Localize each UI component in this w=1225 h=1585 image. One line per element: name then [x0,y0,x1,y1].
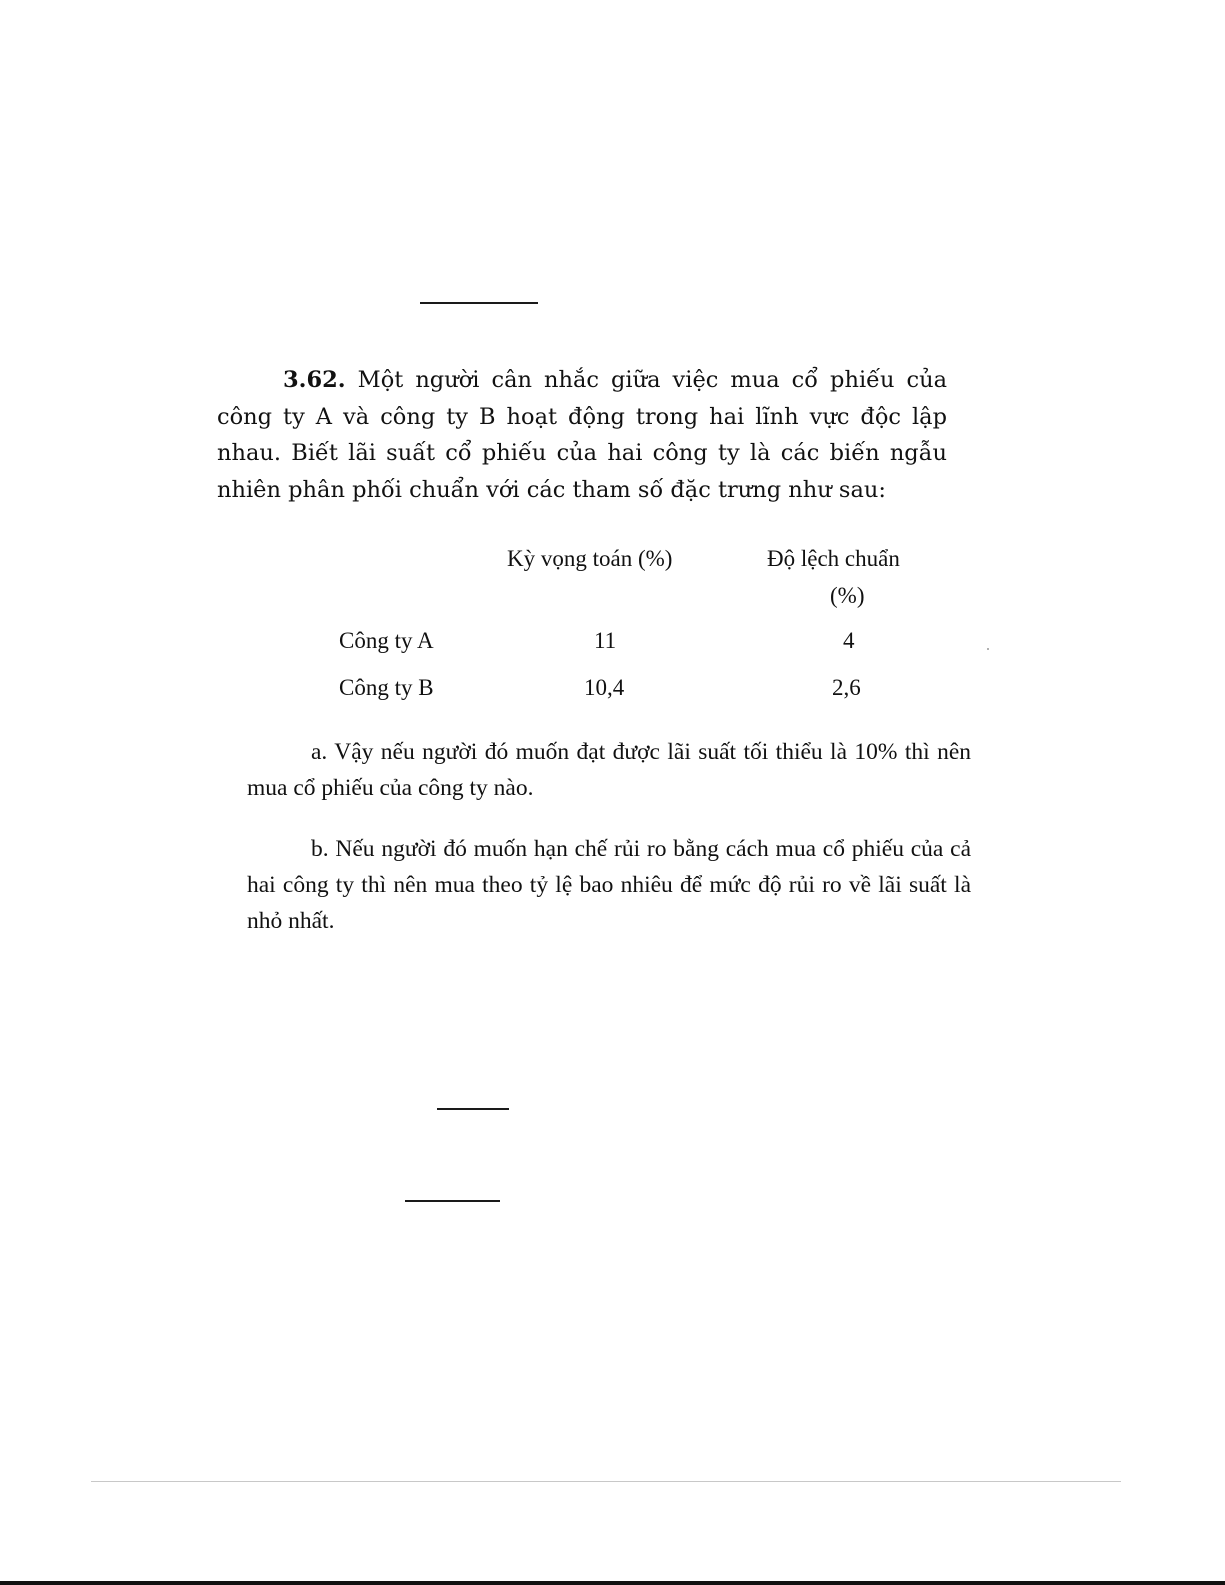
question-part-a-text: a. Vậy nếu người đó muốn đạt được lãi suất tối thiểu là 10% thì nên mua cổ phiếu của công ty nào. [247,739,971,801]
row-company-b-label: Công ty B [339,675,434,700]
row-company-a-std: 4 [843,628,855,653]
divider-line-top [420,302,538,304]
row-company-b-std: 2,6 [832,675,861,700]
page-bottom-edge [0,1581,1225,1585]
footer-divider [91,1481,1121,1482]
problem-statement [217,362,947,508]
question-part-a [247,734,971,806]
header-standard-deviation-unit: (%) [830,583,865,608]
question-part-b-text: b. Nếu người đó muốn hạn chế rủi ro bằng cách mua cổ phiếu của cả hai công ty thì nên mua theo tỷ lệ bao nhiêu để mức độ rủi ro về lãi suất là nhỏ nhất. [247,836,971,934]
question-part-b [247,831,971,939]
scan-speck [987,648,989,650]
problem-text: Một người cân nhắc giữa việc mua cổ phiếu của công ty A và công ty B hoạt động trong hai lĩnh vực độc lập nhau. Biết lãi suất cổ phiếu của hai công ty là các biến ngẫu nhiên phân phối chuẩn với các tham số đặc trưng như sau: [217,367,947,503]
divider-line-lower [405,1200,500,1202]
divider-line-middle [437,1108,509,1110]
row-company-a-label: Công ty A [339,628,434,653]
header-standard-deviation: Độ lệch chuẩn [767,546,900,571]
problem-number: 3.62. [283,367,346,393]
row-company-b-mean: 10,4 [584,675,625,700]
row-company-a-mean: 11 [594,628,617,653]
header-expected-value: Kỳ vọng toán (%) [507,546,673,571]
